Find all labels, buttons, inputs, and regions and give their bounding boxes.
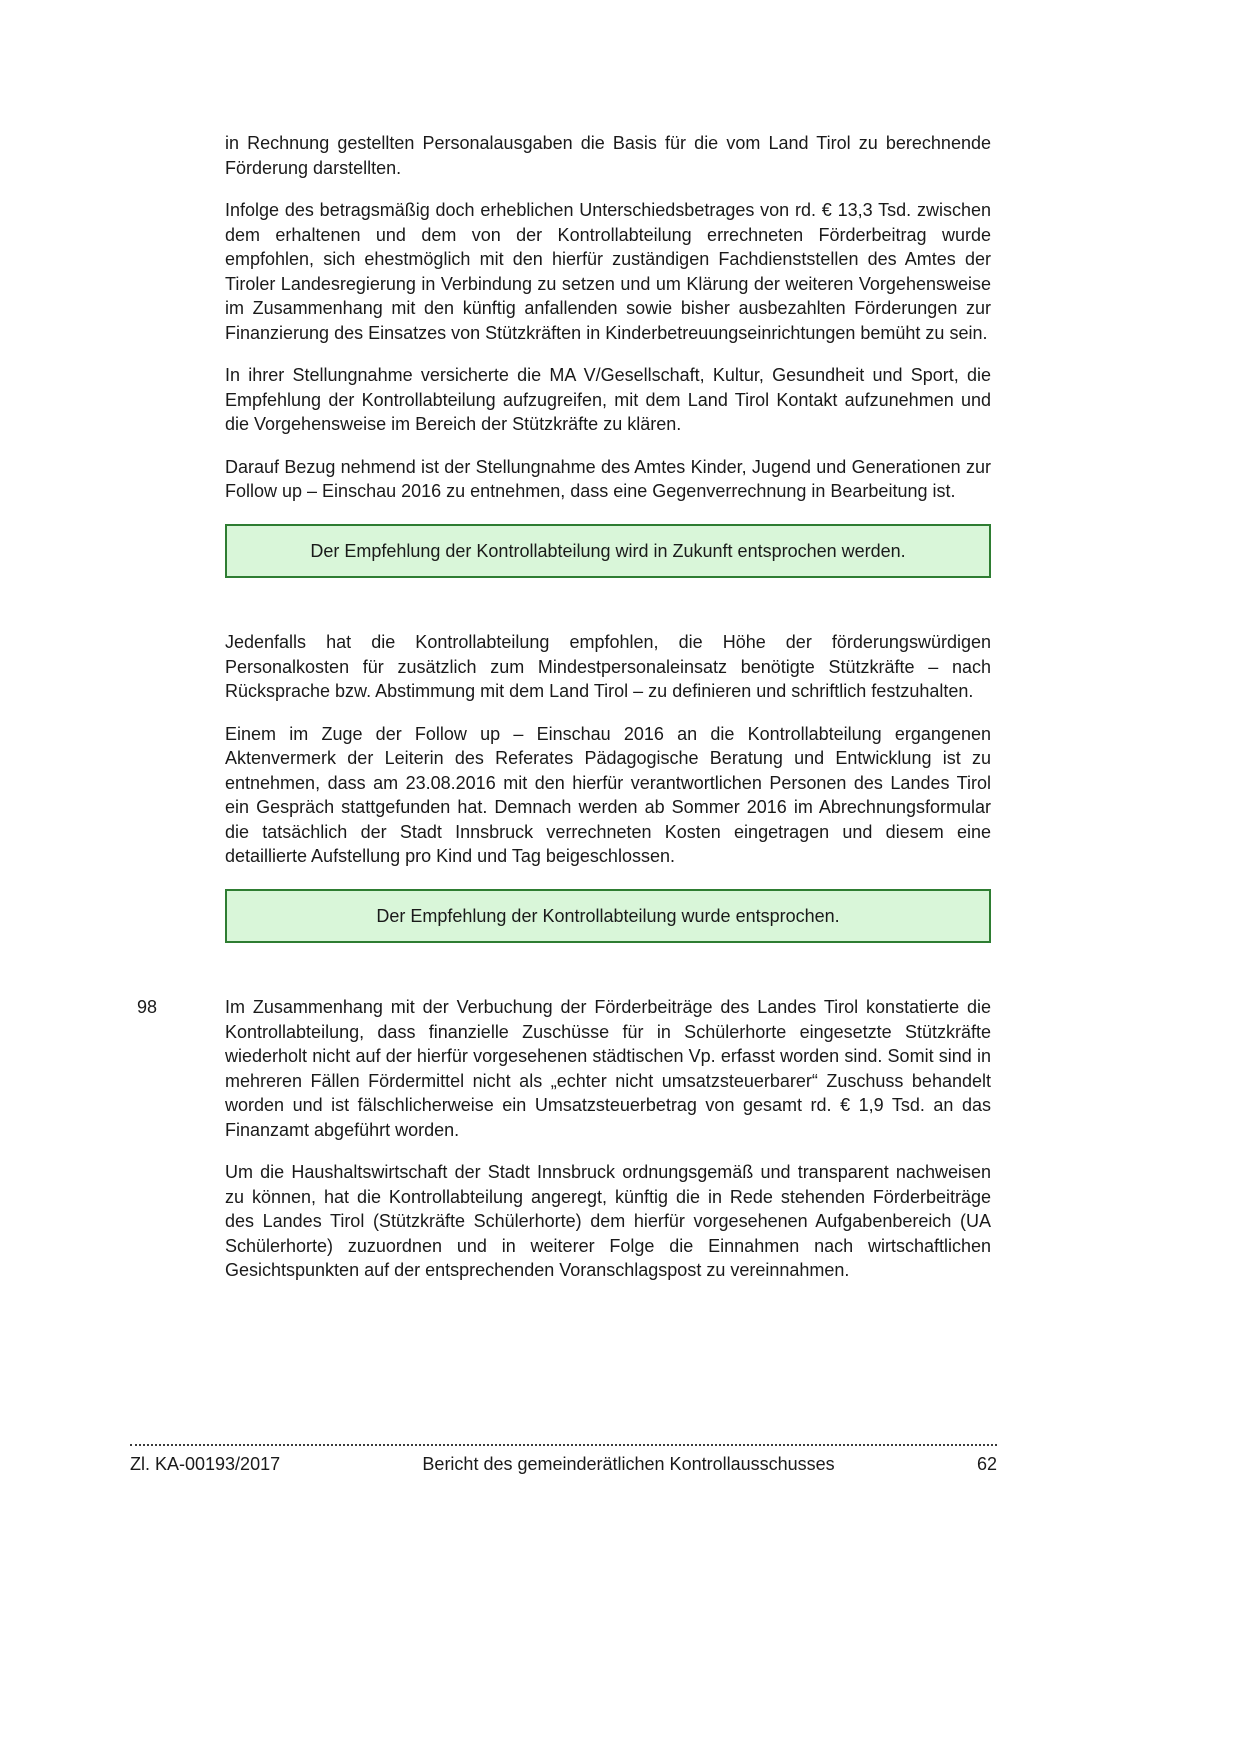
footer-page-number: 62 [976, 1454, 997, 1474]
body-paragraph-aktenvermerk: Einem im Zuge der Follow up – Einschau 2016 an die Kontrollabteilung ergangenen Aktenvermerk der Leiterin des Referates Pädagogische Beratung und Entwicklung ist zu entnehmen, dass am 23.08.2016 mit den hierfür verantwortlichen Personen des Landes Tirol ein Gespräch stattgefunden hat. Demnach werden ab Sommer 2016 im Abrechnungsformular die tatsächlich der Stadt Innsbruck verrechneten Kosten eingetragen und diesem eine detaillierte Aufstellung pro Kind und Tag beigeschlossen. [225, 723, 991, 866]
content-area [137, 131, 991, 1301]
body-paragraph-foerderbeitrag: Infolge des betragsmäßig doch erheblichen Unterschiedsbetrages von rd. € 13,3 Tsd. zwischen dem erhaltenen und dem von der Kontrollabteilung errechneten Förderbeitrag wurde empfohlen, sich ehestmöglich mit den hierfür zuständigen Fachdienststellen des Amtes der Tiroler Landesregierung in Verbindung zu setzen und um Klärung der weiteren Vorgehensweise im Zusammenhang mit den künftig anfallenden sowie bisher ausbezahlten Förderungen zur Finanzierung des Einsatzes von Stützkräften in Kinderbetreuungseinrichtungen bemüht zu sein. [225, 200, 991, 343]
body-paragraph-haushaltswirtschaft: Um die Haushaltswirtschaft der Stadt Innsbruck ordnungsgemäß und transparent nachweisen zu können, hat die Kontrollabteilung angeregt, künftig die in Rede stehenden Förderbeiträge des Landes Tirol (Stützkräfte Schülerhorte) dem hierfür vorgesehenen Aufgabenbereich (UA Schülerhorte) zuzuordnen und in weiterer Folge die Einnahmen nach wirtschaftlichen Gesichtspunkten auf der entsprechenden Voranschlagspost zu vereinnahmen. [225, 1162, 991, 1280]
body-paragraph-verbuchung: Im Zusammenhang mit der Verbuchung der Förderbeiträge des Landes Tirol konstatierte die Kontrollabteilung, dass finanzielle Zuschüsse für in Schülerhorte eingesetzte Stützkräfte wiederholt nicht auf der hierfür vorgesehenen städtischen Vp. erfasst worden sind. Somit sind in mehreren Fällen Fördermittel nicht als „echter nicht umsatzsteuerbarer“ Zuschuss behandelt worden und ist fälschlicherweise ein Umsatzsteuerbetrag von gesamt rd. € 1,9 Tsd. an das Finanzamt abgeführt worden. [225, 997, 991, 1140]
page-footer [130, 1444, 997, 1475]
recommendation-box-2: Der Empfehlung der Kontrollabteilung wurde entsprochen. [225, 889, 991, 944]
item-number: 98 [137, 997, 158, 1017]
body-paragraph-stellungnahme-ma5: In ihrer Stellungnahme versicherte die MA V/Gesellschaft, Kultur, Gesundheit und Sport, die Empfehlung der Kontrollabteilung aufzugreifen, mit dem Land Tirol Kontakt aufzunehmen und die Vorgehensweise im Bereich der Stützkräfte zu klären. [225, 365, 991, 434]
body-paragraph-follow-up: Darauf Bezug nehmend ist der Stellungnahme des Amtes Kinder, Jugend und Generationen zur Follow up – Einschau 2016 zu entnehmen, dass eine Gegenverrechnung in Bearbeitung ist. [225, 456, 991, 501]
footer-row [130, 1453, 997, 1475]
footer-reference: Zl. KA-00193/2017 [130, 1454, 281, 1474]
body-paragraph-personalkosten: Jedenfalls hat die Kontrollabteilung empfohlen, die Höhe der förderungswürdigen Personalkosten für zusätzlich zum Mindestpersonaleinsatz benötigte Stützkräfte – nach Rücksprache bzw. Abstimmung mit dem Land Tirol – zu definieren und schriftlich festzuhalten. [225, 632, 991, 701]
numbered-item-98 [137, 995, 991, 1142]
body-paragraph-continuation: in Rechnung gestellten Personalausgaben die Basis für die vom Land Tirol zu berechnende Förderung darstellten. [225, 133, 991, 178]
recommendation-box-1: Der Empfehlung der Kontrollabteilung wird in Zukunft entsprochen werden. [225, 524, 991, 579]
footer-report-title: Bericht des gemeinderätlichen Kontrollausschusses [422, 1454, 835, 1474]
footer-dotted-divider [130, 1444, 997, 1446]
